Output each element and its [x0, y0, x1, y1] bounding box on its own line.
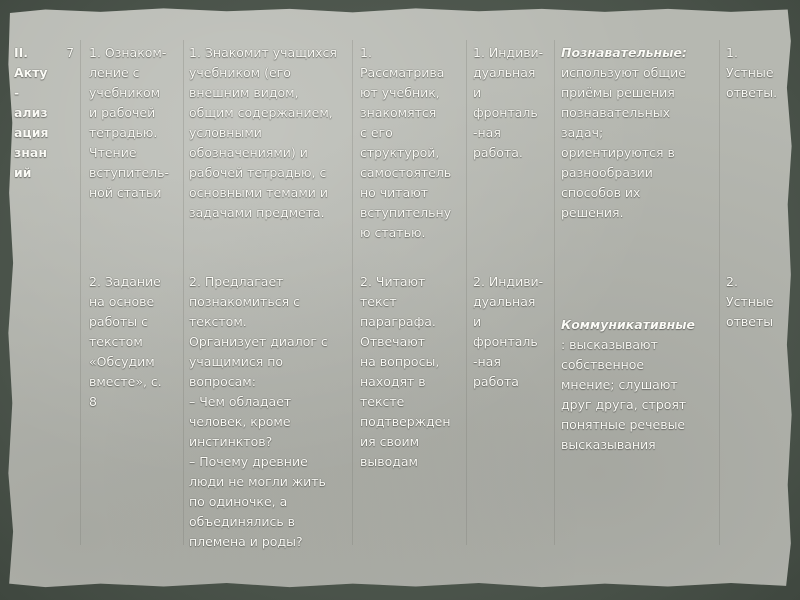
teacher-activity-cell: 1. Знакомит учащихся учебником (его внешним видом, общим содержанием, условными обозначениями) и рабочей тетрадью, с основными темами и задачами предмета.: [189, 45, 337, 220]
teacher-activity-cell: 2. Предлагает познакомиться с текстом. Организует диалог с учащимися по вопросам: – Чем обладает человек, кроме инстинктов? – Почему древние люди не могли жить по одиночке, а объединялись в племена и роды?: [189, 274, 328, 549]
uud-heading: Коммуникативные: [561, 317, 696, 332]
stage-minutes: 7: [66, 46, 74, 60]
column-divider: [466, 40, 467, 545]
column-divider: [80, 40, 81, 545]
student-activity-cell: 2. Читают текст параграфа. Отвечают на вопросы, находят в тексте подтвержден ия своим выводам: [360, 274, 451, 469]
control-form-cell: 1. Устные ответы.: [726, 45, 778, 100]
work-form-cell: 1. Индиви- дуальная и фронталь -ная работа.: [473, 45, 544, 160]
work-form-cell: 2. Индиви- дуальная и фронталь -ная работа: [473, 274, 544, 389]
uud-heading: Познавательные:: [561, 45, 687, 60]
uud-cell: [561, 315, 721, 455]
stage-label: II. Акту - ализ ация знан ий: [14, 45, 49, 180]
uud-text: : высказывают собственное мнение; слушают друг друга, строят понятные речевые высказывания: [561, 337, 687, 452]
uud-cell: [561, 43, 719, 223]
lesson-step-cell: 2. Задание на основе работы с текстом «Обсудим вместе», с. 8: [89, 274, 162, 409]
control-form-cell: 2. Устные ответы: [726, 274, 774, 329]
student-activity-cell: 1. Рассматрива ют учебник, знакомятся с его структурой, самостоятель но читают вступительну ю статью.: [360, 45, 452, 240]
column-divider: [719, 40, 720, 545]
uud-text: используют общие приёмы решения познавательных задач; ориентируются в разнообразии способов их решения.: [561, 65, 686, 220]
lesson-step-cell: 1. Ознаком- ление с учебником и рабочей тетрадью. Чтение вступитель- ной статьи: [89, 45, 170, 200]
column-divider: [183, 40, 184, 545]
